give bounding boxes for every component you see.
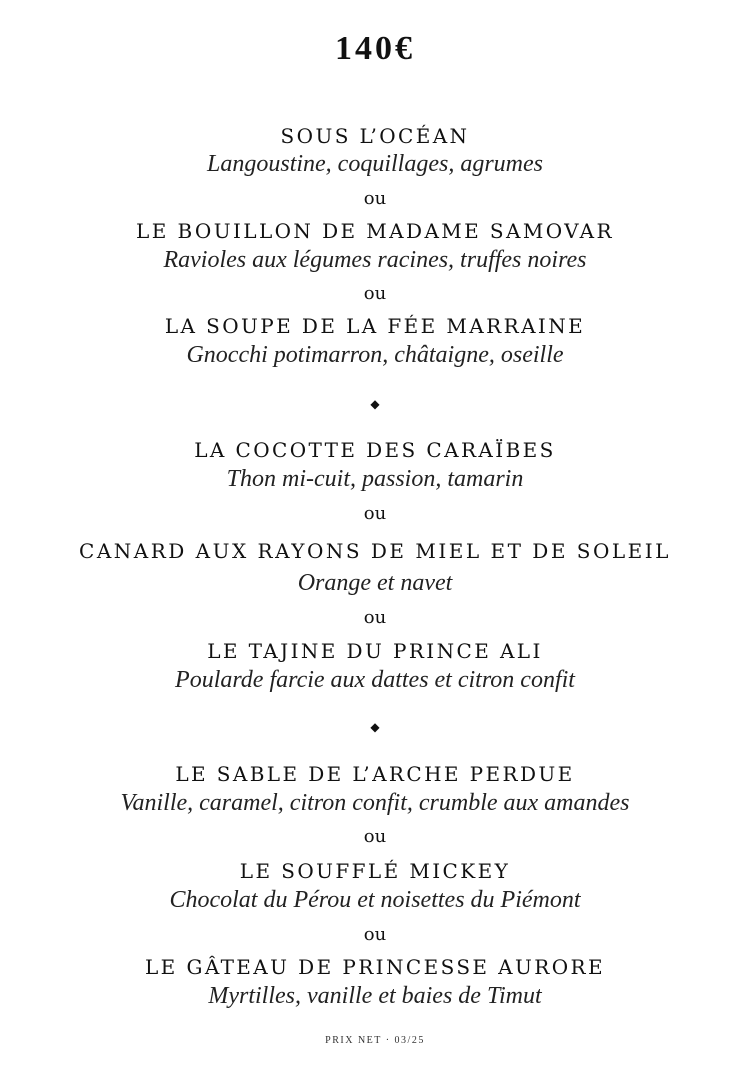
dish-title: LA SOUPE DE LA FÉE MARRAINE [164, 314, 586, 338]
or-separator: ou [363, 283, 387, 304]
dish-description: Gnocchi potimarron, châtaigne, oseille [186, 342, 564, 368]
dish-description: Chocolat du Pérou et noisettes du Piémont [169, 887, 581, 913]
dish-description: Thon mi-cuit, passion, tamarin [226, 466, 524, 492]
or-separator: ou [363, 924, 387, 945]
dish-title: SOUS L’OCÉAN [280, 124, 470, 148]
dish-description: Langoustine, coquillages, agrumes [207, 151, 543, 177]
menu-price: 140€ [335, 30, 415, 67]
diamond-separator-icon: ◆ [370, 720, 380, 734]
dish-title: CANARD AUX RAYONS DE MIEL ET DE SOLEIL [79, 539, 671, 563]
dish-description: Vanille, caramel, citron confit, crumble aux amandes [120, 790, 630, 816]
dish-title: LE SABLE DE L’ARCHE PERDUE [175, 762, 575, 786]
dish-description: Orange et navet [297, 570, 453, 596]
footer-note: PRIX NET · 03/25 [325, 1035, 425, 1046]
or-separator: ou [363, 188, 387, 209]
dish-description: Myrtilles, vanille et baies de Timut [208, 983, 542, 1009]
dish-title: LE TAJINE DU PRINCE ALI [207, 639, 543, 663]
dish-title: LE BOUILLON DE MADAME SAMOVAR [136, 219, 614, 243]
dish-title: LA COCOTTE DES CARAÏBES [194, 438, 556, 462]
dish-description: Poularde farcie aux dattes et citron confit [175, 667, 575, 693]
or-separator: ou [363, 826, 387, 847]
dish-title: LE GÂTEAU DE PRINCESSE AURORE [145, 955, 605, 979]
diamond-separator-icon: ◆ [370, 397, 380, 411]
or-separator: ou [363, 607, 387, 628]
or-separator: ou [363, 503, 387, 524]
dish-description: Ravioles aux légumes racines, truffes noires [163, 247, 587, 273]
dish-title: LE SOUFFLÉ MICKEY [239, 859, 511, 883]
